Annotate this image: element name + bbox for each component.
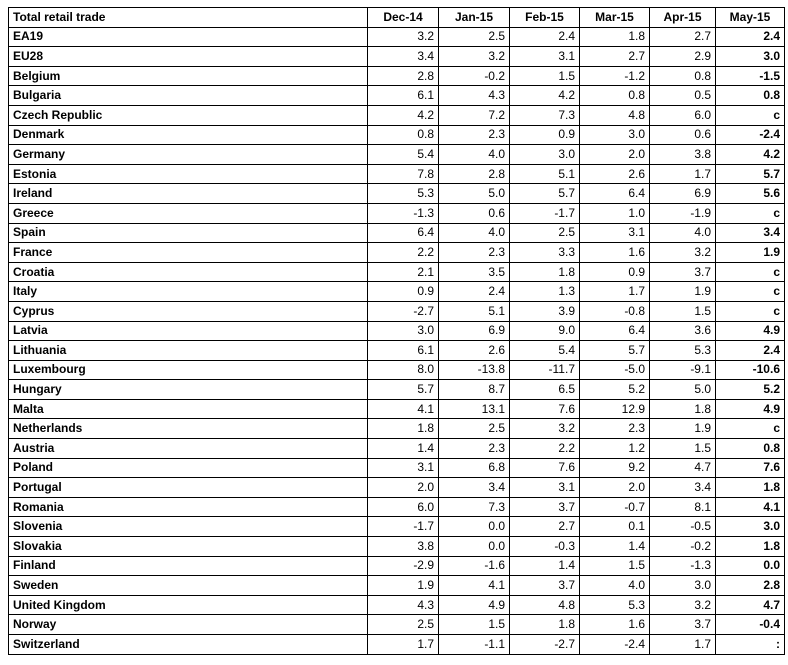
value-cell: 3.0 (716, 47, 785, 67)
value-cell: -1.9 (650, 203, 716, 223)
value-cell: 1.7 (650, 164, 716, 184)
value-cell: 7.3 (510, 105, 580, 125)
value-cell: 8.7 (439, 380, 510, 400)
value-cell: 5.2 (716, 380, 785, 400)
value-cell: 3.2 (650, 243, 716, 263)
country-cell: Malta (9, 399, 368, 419)
table-row (9, 458, 785, 478)
country-cell: Estonia (9, 164, 368, 184)
value-cell: 3.4 (650, 478, 716, 498)
value-cell: c (716, 203, 785, 223)
value-cell: 12.9 (580, 399, 650, 419)
value-cell: 4.0 (439, 145, 510, 165)
value-cell: 4.1 (716, 497, 785, 517)
table-row (9, 184, 785, 204)
value-cell: 2.9 (650, 47, 716, 67)
value-cell: 7.6 (716, 458, 785, 478)
value-cell: 3.4 (716, 223, 785, 243)
value-cell: 3.2 (650, 595, 716, 615)
value-cell: 6.4 (580, 321, 650, 341)
value-cell: 5.2 (580, 380, 650, 400)
value-cell: 1.5 (580, 556, 650, 576)
country-cell: Denmark (9, 125, 368, 145)
value-cell: 2.3 (439, 243, 510, 263)
value-cell: 4.3 (368, 595, 439, 615)
country-cell: Romania (9, 497, 368, 517)
value-cell: -2.4 (716, 125, 785, 145)
table-row (9, 439, 785, 459)
value-cell: 4.0 (439, 223, 510, 243)
value-cell: 1.7 (580, 282, 650, 302)
value-cell: 5.3 (650, 341, 716, 361)
value-cell: -0.3 (510, 537, 580, 557)
value-cell: 3.2 (510, 419, 580, 439)
value-cell: 1.8 (510, 262, 580, 282)
value-cell: 3.1 (510, 47, 580, 67)
value-cell: 2.4 (716, 341, 785, 361)
value-cell: 3.4 (368, 47, 439, 67)
value-cell: 3.1 (368, 458, 439, 478)
column-header: May-15 (716, 8, 785, 28)
value-cell: 4.9 (439, 595, 510, 615)
value-cell: -2.4 (580, 635, 650, 655)
country-cell: Slovenia (9, 517, 368, 537)
value-cell: 3.4 (439, 478, 510, 498)
value-cell: 0.1 (580, 517, 650, 537)
value-cell: 1.4 (368, 439, 439, 459)
value-cell: -0.7 (580, 497, 650, 517)
value-cell: 1.0 (580, 203, 650, 223)
country-cell: Slovakia (9, 537, 368, 557)
table-row (9, 635, 785, 655)
value-cell: 5.4 (368, 145, 439, 165)
table-row (9, 223, 785, 243)
country-cell: Greece (9, 203, 368, 223)
table-row (9, 595, 785, 615)
value-cell: 0.9 (510, 125, 580, 145)
value-cell: 2.3 (439, 439, 510, 459)
table-row (9, 66, 785, 86)
value-cell: -1.6 (439, 556, 510, 576)
value-cell: 5.0 (439, 184, 510, 204)
value-cell: 4.7 (650, 458, 716, 478)
value-cell: 5.1 (439, 301, 510, 321)
value-cell: 5.7 (580, 341, 650, 361)
table-row (9, 321, 785, 341)
table-row (9, 380, 785, 400)
value-cell: 2.8 (716, 576, 785, 596)
value-cell: 2.0 (580, 478, 650, 498)
value-cell: 2.5 (368, 615, 439, 635)
value-cell: 2.4 (716, 27, 785, 47)
value-cell: 0.8 (650, 66, 716, 86)
value-cell: -1.3 (368, 203, 439, 223)
table-row (9, 399, 785, 419)
value-cell: 5.1 (510, 164, 580, 184)
value-cell: 4.0 (650, 223, 716, 243)
value-cell: 4.2 (510, 86, 580, 106)
value-cell: 3.8 (650, 145, 716, 165)
retail-trade-table-container (8, 7, 785, 655)
value-cell: 6.4 (580, 184, 650, 204)
value-cell: 2.1 (368, 262, 439, 282)
value-cell: 1.2 (580, 439, 650, 459)
value-cell: 0.5 (650, 86, 716, 106)
value-cell: 7.8 (368, 164, 439, 184)
value-cell: 2.3 (439, 125, 510, 145)
value-cell: 0.6 (439, 203, 510, 223)
value-cell: 5.7 (716, 164, 785, 184)
value-cell: 4.3 (439, 86, 510, 106)
value-cell: 2.0 (368, 478, 439, 498)
table-row (9, 576, 785, 596)
value-cell: 8.0 (368, 360, 439, 380)
value-cell: 3.5 (439, 262, 510, 282)
value-cell: 1.9 (716, 243, 785, 263)
value-cell: 0.8 (716, 439, 785, 459)
value-cell: 6.5 (510, 380, 580, 400)
value-cell: 4.0 (580, 576, 650, 596)
country-cell: Norway (9, 615, 368, 635)
value-cell: 0.8 (368, 125, 439, 145)
value-cell: 7.6 (510, 458, 580, 478)
value-cell: 2.3 (580, 419, 650, 439)
table-row (9, 105, 785, 125)
value-cell: 1.9 (650, 419, 716, 439)
value-cell: 2.8 (368, 66, 439, 86)
value-cell: 1.3 (510, 282, 580, 302)
value-cell: 3.0 (580, 125, 650, 145)
value-cell: 1.9 (650, 282, 716, 302)
country-cell: Czech Republic (9, 105, 368, 125)
value-cell: 1.6 (580, 243, 650, 263)
country-cell: Ireland (9, 184, 368, 204)
value-cell: -5.0 (580, 360, 650, 380)
value-cell: c (716, 419, 785, 439)
value-cell: 5.3 (368, 184, 439, 204)
value-cell: 1.8 (580, 27, 650, 47)
value-cell: 5.3 (580, 595, 650, 615)
value-cell: c (716, 301, 785, 321)
column-header: Dec-14 (368, 8, 439, 28)
value-cell: 4.8 (510, 595, 580, 615)
value-cell: c (716, 262, 785, 282)
country-cell: Austria (9, 439, 368, 459)
table-row (9, 282, 785, 302)
table-row (9, 243, 785, 263)
country-cell: United Kingdom (9, 595, 368, 615)
value-cell: 4.2 (368, 105, 439, 125)
value-cell: : (716, 635, 785, 655)
value-cell: 3.0 (650, 576, 716, 596)
table-row (9, 47, 785, 67)
value-cell: c (716, 105, 785, 125)
value-cell: 6.8 (439, 458, 510, 478)
value-cell: -0.2 (439, 66, 510, 86)
value-cell: -2.9 (368, 556, 439, 576)
value-cell: 7.2 (439, 105, 510, 125)
value-cell: -11.7 (510, 360, 580, 380)
table-row (9, 145, 785, 165)
value-cell: 3.2 (439, 47, 510, 67)
value-cell: 0.0 (439, 517, 510, 537)
value-cell: 4.8 (580, 105, 650, 125)
value-cell: 4.2 (716, 145, 785, 165)
table-row (9, 86, 785, 106)
country-cell: Belgium (9, 66, 368, 86)
value-cell: 4.9 (716, 399, 785, 419)
country-cell: Finland (9, 556, 368, 576)
value-cell: 9.2 (580, 458, 650, 478)
country-cell: Lithuania (9, 341, 368, 361)
value-cell: c (716, 282, 785, 302)
value-cell: 0.8 (580, 86, 650, 106)
value-cell: 0.0 (716, 556, 785, 576)
value-cell: 2.5 (439, 419, 510, 439)
value-cell: 3.7 (510, 576, 580, 596)
value-cell: 9.0 (510, 321, 580, 341)
value-cell: 2.7 (510, 517, 580, 537)
country-cell: Italy (9, 282, 368, 302)
value-cell: 1.7 (650, 635, 716, 655)
value-cell: 6.0 (650, 105, 716, 125)
table-row (9, 203, 785, 223)
country-cell: Latvia (9, 321, 368, 341)
value-cell: 2.6 (439, 341, 510, 361)
value-cell: 3.0 (510, 145, 580, 165)
value-cell: -10.6 (716, 360, 785, 380)
table-row (9, 517, 785, 537)
value-cell: 6.0 (368, 497, 439, 517)
value-cell: 2.4 (510, 27, 580, 47)
retail-trade-table (8, 7, 785, 655)
value-cell: 2.6 (580, 164, 650, 184)
table-row (9, 301, 785, 321)
value-cell: 2.7 (650, 27, 716, 47)
value-cell: 1.6 (580, 615, 650, 635)
country-cell: Bulgaria (9, 86, 368, 106)
value-cell: 4.9 (716, 321, 785, 341)
value-cell: -1.1 (439, 635, 510, 655)
table-row (9, 164, 785, 184)
value-cell: 4.7 (716, 595, 785, 615)
country-cell: Switzerland (9, 635, 368, 655)
table-row (9, 27, 785, 47)
value-cell: 1.4 (580, 537, 650, 557)
country-cell: Portugal (9, 478, 368, 498)
value-cell: 5.7 (368, 380, 439, 400)
value-cell: 3.8 (368, 537, 439, 557)
corner-header: Total retail trade (9, 8, 368, 28)
value-cell: 3.1 (580, 223, 650, 243)
country-cell: EA19 (9, 27, 368, 47)
value-cell: 6.1 (368, 341, 439, 361)
value-cell: 1.7 (368, 635, 439, 655)
value-cell: 3.7 (650, 615, 716, 635)
value-cell: -13.8 (439, 360, 510, 380)
value-cell: 2.7 (580, 47, 650, 67)
value-cell: 0.8 (716, 86, 785, 106)
value-cell: 1.8 (716, 537, 785, 557)
value-cell: 1.8 (368, 419, 439, 439)
table-row (9, 478, 785, 498)
value-cell: -2.7 (510, 635, 580, 655)
value-cell: 5.7 (510, 184, 580, 204)
value-cell: 3.9 (510, 301, 580, 321)
value-cell: 6.9 (650, 184, 716, 204)
value-cell: 6.9 (439, 321, 510, 341)
table-row (9, 419, 785, 439)
value-cell: 1.8 (716, 478, 785, 498)
column-header: Jan-15 (439, 8, 510, 28)
column-header: Mar-15 (580, 8, 650, 28)
value-cell: 1.4 (510, 556, 580, 576)
value-cell: 1.5 (650, 301, 716, 321)
column-header: Feb-15 (510, 8, 580, 28)
value-cell: -0.5 (650, 517, 716, 537)
country-cell: Spain (9, 223, 368, 243)
country-cell: France (9, 243, 368, 263)
table-row (9, 615, 785, 635)
country-cell: Luxembourg (9, 360, 368, 380)
value-cell: 2.5 (439, 27, 510, 47)
value-cell: 0.9 (368, 282, 439, 302)
table-row (9, 360, 785, 380)
value-cell: 2.8 (439, 164, 510, 184)
country-cell: Cyprus (9, 301, 368, 321)
value-cell: 1.8 (650, 399, 716, 419)
value-cell: 4.1 (439, 576, 510, 596)
country-cell: Hungary (9, 380, 368, 400)
table-row (9, 556, 785, 576)
value-cell: 3.1 (510, 478, 580, 498)
value-cell: -1.7 (510, 203, 580, 223)
country-cell: Poland (9, 458, 368, 478)
value-cell: -0.8 (580, 301, 650, 321)
value-cell: 13.1 (439, 399, 510, 419)
value-cell: 2.5 (510, 223, 580, 243)
value-cell: 8.1 (650, 497, 716, 517)
country-cell: Netherlands (9, 419, 368, 439)
value-cell: 6.1 (368, 86, 439, 106)
value-cell: 3.3 (510, 243, 580, 263)
value-cell: 3.7 (650, 262, 716, 282)
value-cell: 1.5 (439, 615, 510, 635)
country-cell: Sweden (9, 576, 368, 596)
value-cell: 5.6 (716, 184, 785, 204)
header-row (9, 8, 785, 28)
value-cell: -1.7 (368, 517, 439, 537)
table-row (9, 341, 785, 361)
value-cell: 5.4 (510, 341, 580, 361)
value-cell: -1.5 (716, 66, 785, 86)
value-cell: 4.1 (368, 399, 439, 419)
value-cell: 1.5 (510, 66, 580, 86)
value-cell: 3.0 (368, 321, 439, 341)
table-row (9, 125, 785, 145)
value-cell: 7.6 (510, 399, 580, 419)
value-cell: 1.5 (650, 439, 716, 459)
value-cell: -1.3 (650, 556, 716, 576)
value-cell: 0.0 (439, 537, 510, 557)
value-cell: 0.6 (650, 125, 716, 145)
value-cell: -9.1 (650, 360, 716, 380)
column-header: Apr-15 (650, 8, 716, 28)
table-row (9, 537, 785, 557)
value-cell: 7.3 (439, 497, 510, 517)
value-cell: 3.0 (716, 517, 785, 537)
value-cell: 2.0 (580, 145, 650, 165)
value-cell: 3.6 (650, 321, 716, 341)
value-cell: 0.9 (580, 262, 650, 282)
value-cell: -0.2 (650, 537, 716, 557)
value-cell: 1.9 (368, 576, 439, 596)
table-row (9, 497, 785, 517)
value-cell: -0.4 (716, 615, 785, 635)
value-cell: 2.2 (368, 243, 439, 263)
table-row (9, 262, 785, 282)
value-cell: 2.4 (439, 282, 510, 302)
value-cell: 3.2 (368, 27, 439, 47)
value-cell: -1.2 (580, 66, 650, 86)
value-cell: 6.4 (368, 223, 439, 243)
value-cell: 1.8 (510, 615, 580, 635)
value-cell: -2.7 (368, 301, 439, 321)
value-cell: 3.7 (510, 497, 580, 517)
value-cell: 5.0 (650, 380, 716, 400)
country-cell: Germany (9, 145, 368, 165)
value-cell: 2.2 (510, 439, 580, 459)
country-cell: Croatia (9, 262, 368, 282)
country-cell: EU28 (9, 47, 368, 67)
